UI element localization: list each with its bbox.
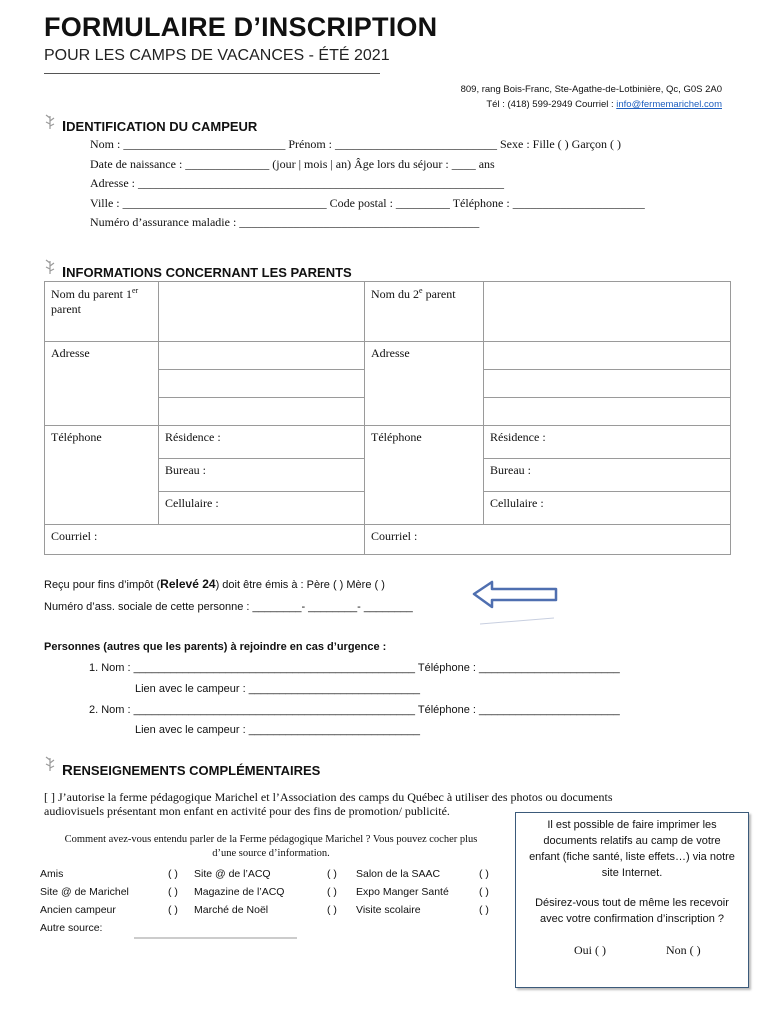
camper-birthdate-line[interactable]: Date de naissance : ______________ (jour | mois | an) Âge lors du séjour : ____ ans bbox=[90, 157, 495, 171]
parent2-residence-field[interactable]: Résidence : bbox=[484, 426, 731, 459]
leaf-sprig-icon bbox=[42, 754, 58, 772]
checkbox-marche-noel[interactable]: ( ) bbox=[327, 904, 337, 916]
parent2-address-label: Adresse bbox=[365, 342, 484, 426]
emergency-contact-2[interactable]: 2. Nom : ______________________________________________ Téléphone : _______________________ bbox=[89, 704, 620, 716]
source-question: Comment avez-vous entendu parler de la Ferme pédagogique Marichel ? Vous pouvez cocher plus d’une source d’information. bbox=[64, 834, 478, 859]
camper-city-line[interactable]: Ville : __________________________________ Code postal : _________ Téléphone : ______________________ bbox=[90, 196, 645, 210]
source-former-camper: Ancien campeur bbox=[40, 904, 116, 916]
checkbox-salon-saac[interactable]: ( ) bbox=[479, 868, 489, 880]
address-line: 809, rang Bois-Franc, Ste-Agathe-de-Lotbinière, Qc, G0S 2A0 bbox=[460, 84, 722, 95]
phone-text: Tél : (418) 599-2949 Courriel : bbox=[486, 99, 617, 110]
parent2-office-field[interactable]: Bureau : bbox=[484, 459, 731, 492]
emergency-heading: Personnes (autres que les parents) à rejoindre en cas d’urgence : bbox=[44, 641, 387, 653]
section-heading-parents: INFORMATIONS CONCERNANT LES PARENTS bbox=[62, 264, 352, 281]
checkbox-site-marichel[interactable]: ( ) bbox=[168, 886, 178, 898]
checkbox-visite-scolaire[interactable]: ( ) bbox=[479, 904, 489, 916]
section-heading-camper: IDENTIFICATION DU CAMPEUR bbox=[62, 118, 258, 135]
parent2-name-field[interactable] bbox=[484, 282, 731, 342]
camper-health-number-line[interactable]: Numéro d’assurance maladie : ________________________________________ bbox=[90, 215, 480, 229]
source-school-visit: Visite scolaire bbox=[356, 904, 421, 916]
source-saac-fair: Salon de la SAAC bbox=[356, 868, 441, 880]
checkbox-ancien-campeur[interactable]: ( ) bbox=[168, 904, 178, 916]
source-acq-magazine: Magazine de l’ACQ bbox=[194, 886, 285, 898]
source-marichel-site: Site @ de Marichel bbox=[40, 886, 129, 898]
photo-authorization-text: audiovisuels présentant mon enfant en activité pour des fins de promotion/ publicité. bbox=[44, 804, 450, 818]
parent1-name-field[interactable] bbox=[159, 282, 365, 342]
source-other-label: Autre source: bbox=[40, 922, 103, 934]
parent2-address-field-1[interactable] bbox=[484, 342, 731, 370]
parent2-name-label: Nom du 2e parent bbox=[365, 282, 484, 342]
parent2-phone-label: Téléphone bbox=[365, 426, 484, 525]
left-arrow-icon bbox=[468, 574, 560, 628]
checkbox-site-acq[interactable]: ( ) bbox=[327, 868, 337, 880]
parent1-cell-field[interactable]: Cellulaire : bbox=[159, 492, 365, 525]
emergency-contact-1[interactable]: 1. Nom : ______________________________________________ Téléphone : _______________________ bbox=[89, 662, 620, 674]
emergency-relation-2[interactable]: Lien avec le campeur : ____________________________ bbox=[135, 724, 421, 736]
checkbox-expo-manger-sante[interactable]: ( ) bbox=[479, 886, 489, 898]
title-rule bbox=[44, 73, 380, 74]
source-acq-site: Site @ de l’ACQ bbox=[194, 868, 271, 880]
parent2-address-field-2[interactable] bbox=[484, 370, 731, 398]
parent1-phone-label: Téléphone bbox=[45, 426, 159, 525]
section-heading-complement: RENSEIGNEMENTS COMPLÉMENTAIRES bbox=[62, 762, 321, 779]
tax-receipt-line[interactable]: Reçu pour fins d’impôt (Relevé 24) doit être émis à : Père ( ) Mère ( ) bbox=[44, 577, 385, 591]
parent2-email-field[interactable]: Courriel : bbox=[365, 525, 731, 555]
email-link[interactable]: info@fermemarichel.com bbox=[616, 99, 722, 110]
photo-authorization-checkbox[interactable]: [ ] J’autorise la ferme pédagogique Marichel et l’Association des camps du Québec à utiliser des photos ou documents bbox=[44, 790, 613, 804]
source-friends: Amis bbox=[40, 868, 64, 880]
camper-address-line[interactable]: Adresse : _____________________________________________________________ bbox=[90, 176, 504, 190]
leaf-sprig-icon bbox=[42, 112, 58, 130]
source-christmas-market: Marché de Noël bbox=[194, 904, 269, 916]
parent1-address-label: Adresse bbox=[45, 342, 159, 426]
parent1-name-label: Nom du parent 1er parent bbox=[45, 282, 159, 342]
parents-table bbox=[44, 281, 731, 555]
print-documents-box: Il est possible de faire imprimer les documents relatifs au camp de votre enfant (fiche santé, liste effets…) via notre site Internet. Désirez-vous tout de même les recevoir avec votre confirmation d’inscription ? Oui ( ) Non ( ) bbox=[515, 812, 749, 988]
sin-line[interactable]: Numéro d’ass. sociale de cette personne : ________- ________- ________ bbox=[44, 601, 413, 613]
parent1-office-field[interactable]: Bureau : bbox=[159, 459, 365, 492]
camper-name-line[interactable]: Nom : ___________________________ Prénom : ___________________________ Sexe : Fille ( ) Garçon ( ) bbox=[90, 137, 621, 151]
parent1-address-field-1[interactable] bbox=[159, 342, 365, 370]
parent1-address-field-3[interactable] bbox=[159, 398, 365, 426]
parent1-residence-field[interactable]: Résidence : bbox=[159, 426, 365, 459]
emergency-relation-1[interactable]: Lien avec le campeur : ____________________________ bbox=[135, 683, 421, 695]
form-subtitle: POUR LES CAMPS DE VACANCES - ÉTÉ 2021 bbox=[44, 47, 390, 64]
parent2-address-field-3[interactable] bbox=[484, 398, 731, 426]
form-title: FORMULAIRE D’INSCRIPTION bbox=[44, 12, 438, 42]
parent2-cell-field[interactable]: Cellulaire : bbox=[484, 492, 731, 525]
checkbox-magazine-acq[interactable]: ( ) bbox=[327, 886, 337, 898]
source-expo-manger-sante: Expo Manger Santé bbox=[356, 886, 449, 898]
checkbox-amis[interactable]: ( ) bbox=[168, 868, 178, 880]
leaf-sprig-icon bbox=[42, 257, 58, 275]
option-no[interactable]: Non ( ) bbox=[666, 943, 701, 957]
contact-line bbox=[486, 99, 722, 110]
parent1-email-field[interactable]: Courriel : bbox=[45, 525, 365, 555]
option-yes[interactable]: Oui ( ) bbox=[574, 943, 606, 957]
parent1-address-field-2[interactable] bbox=[159, 370, 365, 398]
source-other-field[interactable] bbox=[134, 937, 297, 939]
